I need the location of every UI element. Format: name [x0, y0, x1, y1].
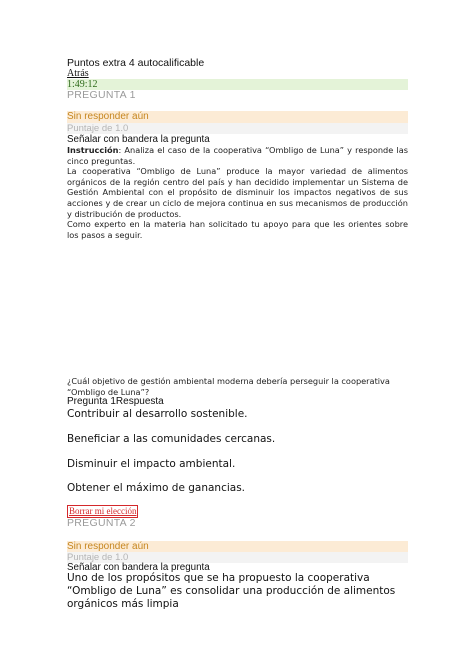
back-link[interactable]: Atrás	[67, 68, 89, 79]
request-text: Como experto en la materia han solicitado tu apoyo para que les orientes sobre los pasos a seguir.	[67, 219, 408, 240]
answer-option[interactable]: Beneficiar a las comunidades cercanas.	[67, 433, 276, 445]
timer: 1:49:12	[67, 79, 408, 90]
question-text: ¿Cuál objetivo de gestión ambiental moderna debería perseguir la cooperativa “Ombligo de Luna”?	[67, 376, 390, 397]
answer-label: Pregunta 1Respuesta	[67, 396, 164, 407]
question-number: PREGUNTA 2	[67, 517, 136, 529]
case-text: La cooperativa “Ombligo de Luna” produce la mayor variedad de alimentos orgánicos de la región centro del país y han decidido implementar un Sistema de Gestión Ambiental con el propósito de disminuir los impactos negativos de sus acciones y de crear un ciclo de mejora continua en sus mecanismos de producción y distribución de productos.	[67, 166, 408, 219]
instruction-label: Instrucción	[67, 145, 119, 155]
flag-question-button[interactable]: Señalar con bandera la pregunta	[67, 134, 210, 145]
answer-option[interactable]: Contribuir al desarrollo sostenible.	[67, 408, 248, 420]
answer-option[interactable]: Obtener el máximo de ganancias.	[67, 482, 246, 494]
score-label: Puntaje de 1.0	[67, 123, 408, 134]
score-label: Puntaje de 1.0	[67, 552, 408, 563]
quiz-title: Puntos extra 4 autocalificable	[67, 57, 205, 69]
instruction	[67, 145, 408, 166]
flag-question-button[interactable]: Señalar con bandera la pregunta	[67, 562, 210, 573]
answer-option[interactable]: Disminuir el impacto ambiental.	[67, 458, 236, 470]
question-number: PREGUNTA 1	[67, 89, 136, 101]
question-text: Uno de los propósitos que se ha propuesto la cooperativa “Ombligo de Luna” es consolidar una producción de alimentos orgánicos más limpia	[67, 572, 396, 610]
instruction-text: : Analiza el caso de la cooperativa “Ombligo de Luna” y responde las cinco preguntas.	[67, 145, 408, 166]
clear-choice-button[interactable]: Borrar mi elección	[69, 506, 137, 516]
status-badge: Sin responder aún	[67, 111, 408, 123]
status-badge: Sin responder aún	[67, 541, 408, 553]
question-body	[67, 145, 408, 240]
